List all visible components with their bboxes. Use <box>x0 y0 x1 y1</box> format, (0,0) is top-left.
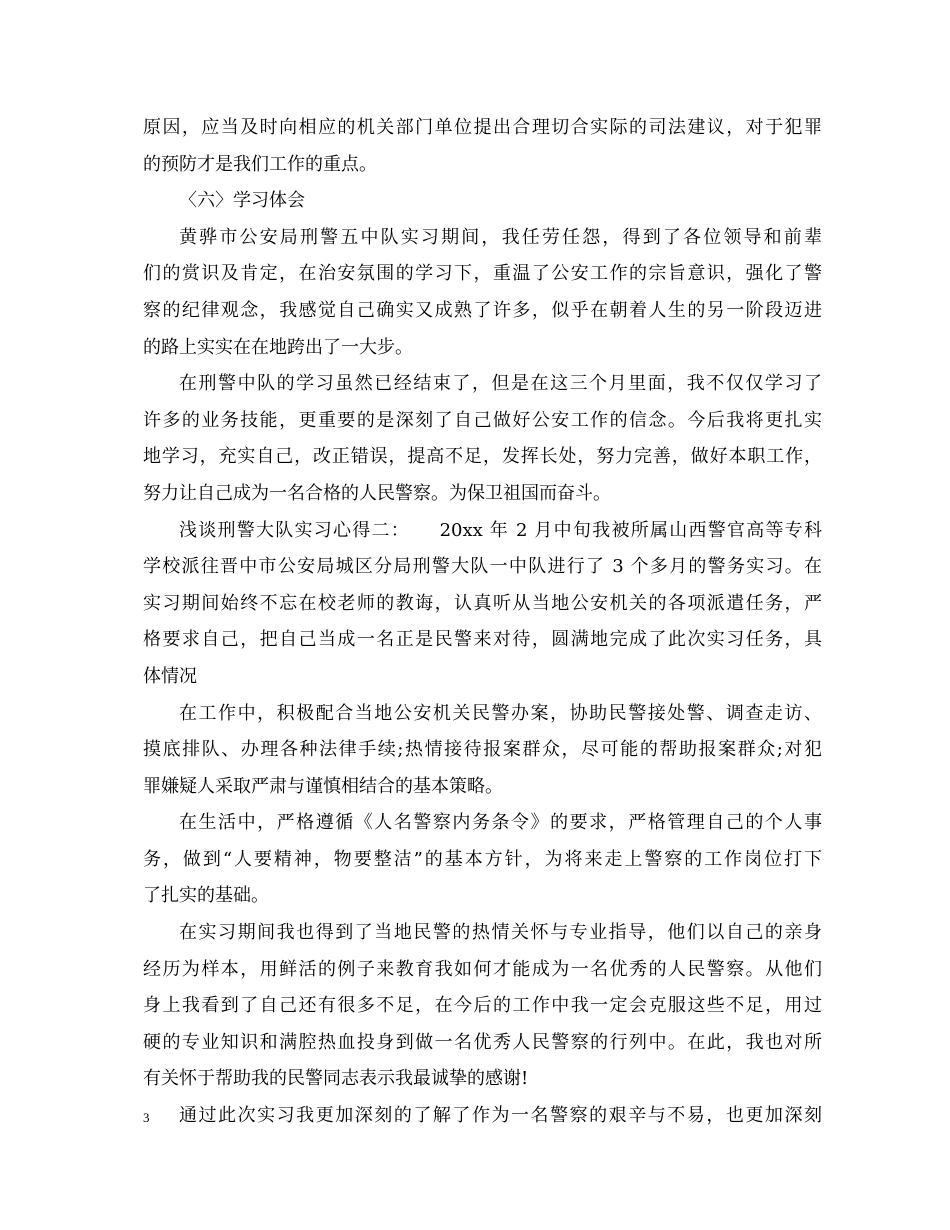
text-line: 的路上实实在在地跨出了一大步。 <box>143 336 413 358</box>
text-line: 学校派往晋中市公安局城区分局刑警大队一中队进行了 3 个多月的警务实习。在 <box>143 556 822 578</box>
paragraph-first-line: 黄骅市公安局刑警五中队实习期间，我任劳任怨，得到了各位领导和前辈 <box>179 226 822 248</box>
text-line: 察的纪律观念，我感觉自己确实又成熟了许多，似乎在朝着人生的另一阶段迈进 <box>143 299 822 321</box>
text-line: 摸底排队、办理各种法律手续;热情接待报案群众，尽可能的帮助报案群众;对犯 <box>143 739 822 761</box>
text-line: 了扎实的基础。 <box>143 885 269 907</box>
paragraph-first-line: 浅谈刑警大队实习心得二： 20xx 年 2 月中旬我被所属山西警官高等专科 <box>179 519 822 541</box>
text-line: 罪嫌疑人采取严肃与谨慎相结合的基本策略。 <box>143 775 503 797</box>
text-line: 务，做到“人要精神，物要整洁”的基本方针，为将来走上警察的工作岗位打下 <box>143 848 822 870</box>
text-line: 硬的专业知识和满腔热血投身到做一名优秀人民警察的行列中。在此，我也对所 <box>143 1031 822 1053</box>
text-line: 体情况 <box>143 665 197 687</box>
text-line: 有关怀于帮助我的民警同志表示我最诚挚的感谢! <box>143 1068 529 1090</box>
page-number: 3 <box>143 1110 150 1125</box>
paragraph-first-line: 在刑警中队的学习虽然已经结束了，但是在这三个月里面，我不仅仅学习了 <box>179 373 822 395</box>
paragraph-first-line: 在工作中，积极配合当地公安机关民警办案，协助民警接处警、调查走访、 <box>179 702 822 724</box>
text-line: 实习期间始终不忘在校老师的教诲，认真听从当地公安机关的各项派遣任务，严 <box>143 592 822 614</box>
paragraph-first-line: 在实习期间我也得到了当地民警的热情关怀与专业指导，他们以自己的亲身 <box>179 922 822 944</box>
text-line: 经历为样本，用鲜活的例子来教育我如何才能成为一名优秀的人民警察。从他们 <box>143 958 822 980</box>
text-line: 原因，应当及时向相应的机关部门单位提出合理切合实际的司法建议，对于犯罪 <box>143 117 822 138</box>
text-line: 身上我看到了自己还有很多不足，在今后的工作中我一定会克服这些不足，用过 <box>143 995 822 1017</box>
text-line: 格要求自己，把自己当成一名正是民警来对待，圆满地完成了此次实习任务，具 <box>143 629 822 651</box>
section-heading: 〈六〉学习体会 <box>179 190 305 212</box>
text-line: 地学习，充实自己，改正错误，提高不足，发挥长处，努力完善，做好本职工作， <box>143 446 822 468</box>
text-line: 们的赏识及肯定，在治安氛围的学习下，重温了公安工作的宗旨意识，强化了警 <box>143 263 822 285</box>
text-line: 许多的业务技能，更重要的是深刻了自己做好公安工作的信念。今后我将更扎实 <box>143 409 822 431</box>
paragraph-first-line: 在生活中，严格遵循《人名警察内务条令》的要求，严格管理自己的个人事 <box>179 812 822 834</box>
text-line: 努力让自己成为一名合格的人民警察。为保卫祖国而奋斗。 <box>143 482 611 504</box>
text-line: 的预防才是我们工作的重点。 <box>143 153 377 175</box>
document-body <box>143 110 822 1135</box>
paragraph-first-line: 通过此次实习我更加深刻的了解了作为一名警察的艰辛与不易，也更加深刻 <box>179 1105 822 1127</box>
